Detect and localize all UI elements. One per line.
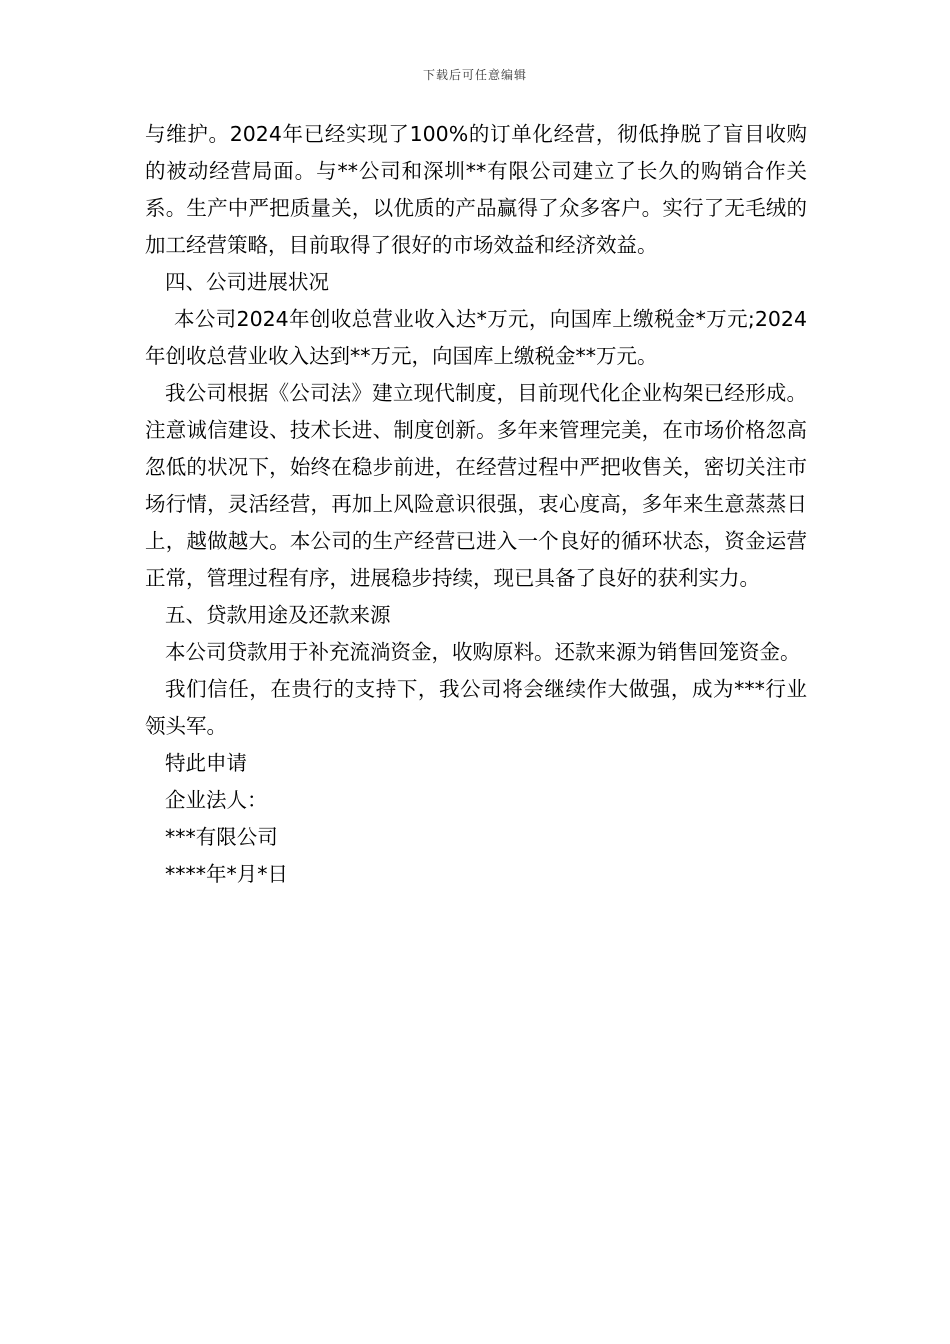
section-heading-progress: 四、公司进展状况 bbox=[165, 270, 329, 294]
section-heading-loan: 五、贷款用途及还款来源 bbox=[165, 603, 391, 627]
paragraph-loan-usage: 本公司贷款用于补充流淌资金，收购原料。还款来源为销售回笼资金。 bbox=[165, 640, 801, 664]
legal-person-label: 企业法人： bbox=[165, 788, 268, 812]
closing-request: 特此申请 bbox=[165, 751, 247, 775]
page-header-note: 下载后可任意编辑 bbox=[422, 68, 527, 82]
paragraph-trust: 我们信任，在贵行的支持下，我公司将会继续作大做强，成为***行业领头军。 bbox=[145, 677, 807, 738]
company-name: ***有限公司 bbox=[165, 825, 278, 849]
paragraph-intro: 与维护。2024年已经实现了100%的订单化经营，彻低挣脱了盲目收购的被动经营局面。与**公司和深圳**有限公司建立了长久的购销合作关系。生产中严把质量关，以优质的产品赢得了众多客户。实行了无毛绒的加工经营策略，目前取得了很好的市场效益和经济效益。 bbox=[145, 122, 807, 257]
paragraph-revenue: 本公司2024年创收总营业收入达*万元，向国库上缴税金*万元;2024年创收总营业收入达到**万元，向国库上缴税金**万元。 bbox=[145, 307, 807, 368]
paragraph-management: 我公司根据《公司法》建立现代制度，目前现代化企业构架已经形成。注意诚信建设、技术长进、制度创新。多年来管理完美，在市场价格忽高忽低的状况下，始终在稳步前进，在经营过程中严把收售关，密切关注市场行情，灵活经营，再加上风险意识很强，衷心度高，多年来生意蒸蒸日上，越做越大。本公司的生产经营已进入一个良好的循环状态，资金运营正常，管理过程有序，进展稳步持续，现已具备了良好的获利实力。 bbox=[145, 381, 807, 590]
signature-date: ****年*月*日 bbox=[165, 862, 288, 886]
document-body bbox=[145, 116, 807, 893]
